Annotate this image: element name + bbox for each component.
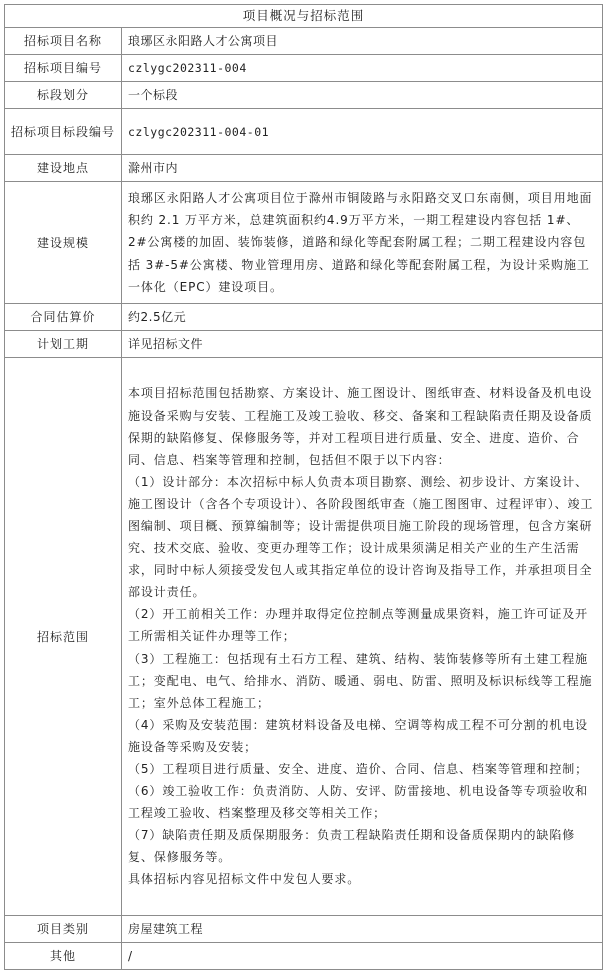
scope-paragraph: （4）采购及安装范围：建筑材料设备及电梯、空调等构成工程不可分割的机电设施设备等采购及安装； — [128, 717, 589, 754]
project-code-label: 招标项目编号 — [5, 55, 122, 82]
scope-paragraph: （6）竣工验收工作：负责消防、人防、安评、防雷接地、机电设备等专项验收和工程竣工验收、档案整理及移交等相关工作； — [128, 784, 589, 821]
row-duration — [5, 331, 603, 358]
scale-label: 建设规模 — [5, 182, 122, 304]
row-other — [5, 943, 603, 970]
row-project-code — [5, 55, 603, 82]
project-name-value: 琅琊区永阳路人才公寓项目 — [122, 28, 603, 55]
duration-value: 详见招标文件 — [122, 331, 603, 358]
row-scope — [5, 358, 603, 916]
scale-value: 琅琊区永阳路人才公寓项目位于滁州市铜陵路与永阳路交叉口东南侧，项目用地面积约 2.1 万平方米，总建筑面积约4.9万平方米，一期工程建设内容包括 1#、2#公寓楼的加固、装饰装修，道路和绿化等配套附属工程；二期工程建设内容包括 3#-5#公寓楼、物业管理用房、道路和绿化等配套附属工程，为设计采购施工一体化（EPC）建设项目。 — [128, 191, 593, 294]
table-title: 项目概况与招标范围 — [5, 5, 603, 28]
scope-value — [122, 358, 603, 916]
scope-paragraph: （2）开工前相关工作：办理并取得定位控制点等测量成果资料，施工许可证及开工所需相关证件办理等工作； — [128, 607, 589, 644]
title-row — [5, 5, 603, 28]
scope-paragraph: （5）工程项目进行质量、安全、进度、造价、合同、信息、档案等管理和控制； — [128, 762, 589, 777]
price-label: 合同估算价 — [5, 304, 122, 331]
other-value: / — [122, 943, 603, 970]
section-value: 一个标段 — [122, 82, 603, 109]
category-value: 房屋建筑工程 — [122, 916, 603, 943]
project-code-value: czlygc202311-004 — [122, 55, 603, 82]
row-location — [5, 155, 603, 182]
scope-paragraph: （3）工程施工：包括现有土石方工程、建筑、结构、装饰装修等所有土建工程施工；变配电、电气、给排水、消防、暖通、弱电、防雷、照明及标识标线等工程施工；室外总体工程施工； — [128, 651, 593, 710]
overview-table — [4, 4, 603, 970]
price-value: 约2.5亿元 — [122, 304, 603, 331]
scope-paragraph: 本项目招标范围包括勘察、方案设计、施工图设计、图纸审查、材料设备及机电设施设备采购与安装、工程施工及竣工验收、移交、备案和工程缺陷责任期及设备质保期的缺陷修复、保修服务等，并对工程项目进行质量、安全、进度、造价、合同、信息、档案等管理和控制，包括但不限于以下内容： — [128, 386, 593, 467]
row-section-code — [5, 109, 603, 155]
project-name-label: 招标项目名称 — [5, 28, 122, 55]
scope-paragraph: 具体招标内容见招标文件中发包人要求。 — [128, 872, 361, 887]
scope-paragraph: （1）设计部分：本次招标中标人负责本项目勘察、测绘、初步设计、方案设计、施工图设计（含各个专项设计）、各阶段图纸审查（施工图图审、过程评审）、竣工图编制、项目概、预算编制等；设计需提供项目施工阶段的现场管理，包含方案研究、技术交底、验收、变更办理等工作；设计成果须满足相关产业的生产生活需求，同时中标人须接受发包人或其指定单位的设计咨询及指导工作，并承担项目全部设计责任。 — [128, 474, 594, 600]
duration-label: 计划工期 — [5, 331, 122, 358]
location-value: 滁州市内 — [122, 155, 603, 182]
scope-paragraph: （7）缺陷责任期及质保期服务：负责工程缺陷责任期和设备质保期内的缺陷修复、保修服务等。 — [128, 828, 576, 865]
section-code-label: 招标项目标段编号 — [5, 109, 122, 155]
section-code-value: czlygc202311-004-01 — [122, 109, 603, 155]
row-section — [5, 82, 603, 109]
row-scale — [5, 182, 603, 304]
row-project-name — [5, 28, 603, 55]
section-label: 标段划分 — [5, 82, 122, 109]
scope-label: 招标范围 — [5, 358, 122, 916]
row-price — [5, 304, 603, 331]
row-category — [5, 916, 603, 943]
other-label: 其他 — [5, 943, 122, 970]
location-label: 建设地点 — [5, 155, 122, 182]
category-label: 项目类别 — [5, 916, 122, 943]
project-overview-sheet — [4, 4, 602, 970]
